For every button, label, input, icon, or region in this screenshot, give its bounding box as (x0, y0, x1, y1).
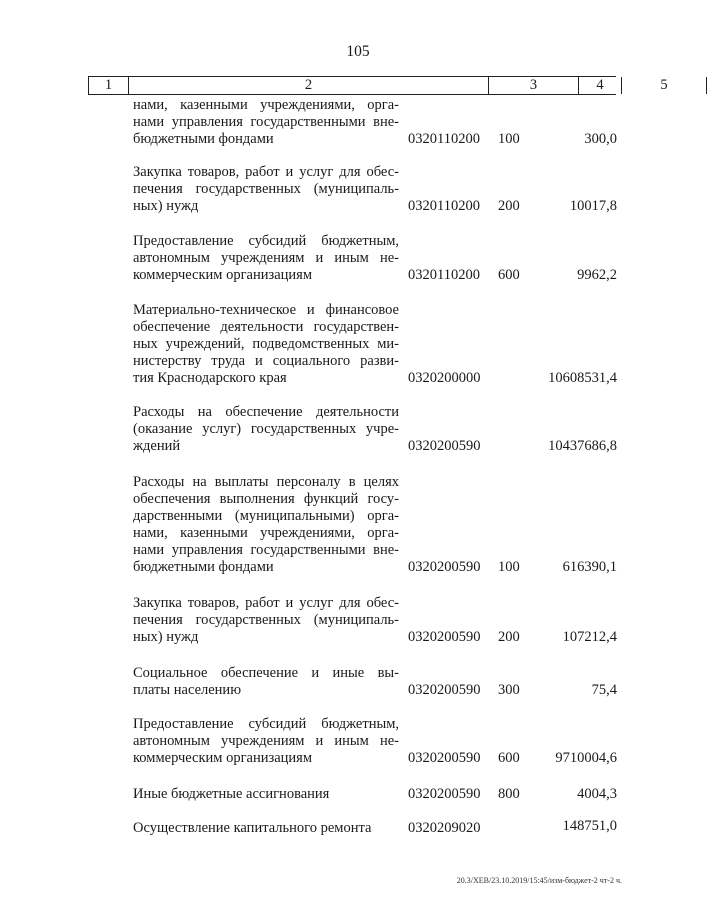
row-amount: 10017,8 (569, 198, 617, 214)
row-description (133, 474, 399, 576)
row-amount: 9710004,6 (555, 750, 617, 766)
row-expense-type: 300 (498, 682, 520, 698)
row-code: 0320200590 (408, 629, 481, 645)
description-line: печения государственных (муниципаль- (133, 612, 399, 628)
description-line: Закупка товаров, работ и услуг для обес- (133, 595, 399, 611)
description-line: нами управления государственными вне- (133, 114, 399, 130)
description-line: печения государственных (муниципаль- (133, 181, 399, 197)
description-line: ных) нужд (133, 198, 199, 214)
row-description (133, 820, 399, 837)
description-line: нистерству труда и социального разви- (133, 353, 399, 369)
description-line: Расходы на обеспечение деятельности (133, 404, 399, 420)
description-line: автономным учреждениям и иным не- (133, 733, 399, 749)
row-description (133, 716, 399, 767)
row-description (133, 233, 399, 284)
description-line: тия Краснодарского края (133, 370, 287, 386)
row-amount: 10608531,4 (548, 370, 617, 386)
row-description (133, 595, 399, 646)
description-line: (оказание услуг) государственных учре- (133, 421, 399, 437)
row-amount: 107212,4 (562, 629, 617, 645)
description-line: бюджетными фондами (133, 131, 274, 147)
row-amount: 148751,0 (562, 818, 617, 834)
row-amount: 9962,2 (577, 267, 617, 283)
description-line: Иные бюджетные ассигнования (133, 786, 330, 802)
row-expense-type: 600 (498, 267, 520, 283)
row-description (133, 97, 399, 148)
description-line: нами, казенными учреждениями, орга- (133, 97, 399, 113)
description-line: Предоставление субсидий бюджетным, (133, 233, 399, 249)
row-code: 0320200590 (408, 750, 481, 766)
description-line: ных учреждений, подведомственных ми- (133, 336, 399, 352)
description-line: обеспечение деятельности государствен- (133, 319, 399, 335)
table-header (88, 76, 668, 95)
row-code: 0320200000 (408, 370, 481, 386)
row-description (133, 665, 399, 699)
row-amount: 616390,1 (562, 559, 617, 575)
row-amount: 4004,3 (577, 786, 617, 802)
footer-stamp: 20.3/ХЕВ/23.10.2019/15:45/изм-бюджет-2 чт-2 ч. (456, 876, 622, 885)
header-col-1: 1 (88, 77, 128, 94)
row-amount: 10437686,8 (548, 438, 617, 454)
row-code: 0320110200 (408, 267, 480, 283)
row-expense-type: 100 (498, 559, 520, 575)
row-expense-type: 800 (498, 786, 520, 802)
description-line: обеспечения выполнения функций госу- (133, 491, 399, 507)
description-line: ных) нужд (133, 629, 199, 645)
row-code: 0320200590 (408, 786, 481, 802)
row-expense-type: 200 (498, 198, 520, 214)
description-line: нами, казенными учреждениями, орга- (133, 525, 399, 541)
row-description (133, 302, 399, 387)
row-expense-type: 100 (498, 131, 520, 147)
row-code: 0320110200 (408, 131, 480, 147)
description-line: дарственными (муниципальными) орга- (133, 508, 399, 524)
row-code: 0320200590 (408, 559, 481, 575)
row-amount: 75,4 (591, 682, 617, 698)
description-line: ждений (133, 438, 181, 454)
header-col-4: 4 (578, 77, 621, 94)
row-description (133, 404, 399, 455)
description-line: бюджетными фондами (133, 559, 274, 575)
description-line: нами управления государственными вне- (133, 542, 399, 558)
header-col-3: 3 (488, 77, 578, 94)
row-code: 0320209020 (408, 820, 481, 836)
header-col-2: 2 (128, 77, 488, 94)
description-line: коммерческим организациям (133, 267, 313, 283)
description-line: Расходы на выплаты персоналу в целях (133, 474, 399, 490)
description-line: коммерческим организациям (133, 750, 313, 766)
row-code: 0320200590 (408, 682, 481, 698)
description-line: Закупка товаров, работ и услуг для обес- (133, 164, 399, 180)
row-amount: 300,0 (584, 131, 617, 147)
row-expense-type: 600 (498, 750, 520, 766)
description-line: Предоставление субсидий бюджетным, (133, 716, 399, 732)
row-description (133, 164, 399, 215)
row-code: 0320200590 (408, 438, 481, 454)
description-line: Материально-техническое и финансовое (133, 302, 399, 318)
header-col-5: 5 (621, 77, 707, 94)
row-code: 0320110200 (408, 198, 480, 214)
description-line: автономным учреждениям и иным не- (133, 250, 399, 266)
row-description (133, 786, 399, 803)
description-line: Осуществление капитального ремонта (133, 820, 372, 836)
description-line: Социальное обеспечение и иные вы- (133, 665, 399, 681)
row-expense-type: 200 (498, 629, 520, 645)
page-number: 105 (346, 43, 370, 60)
description-line: платы населению (133, 682, 242, 698)
